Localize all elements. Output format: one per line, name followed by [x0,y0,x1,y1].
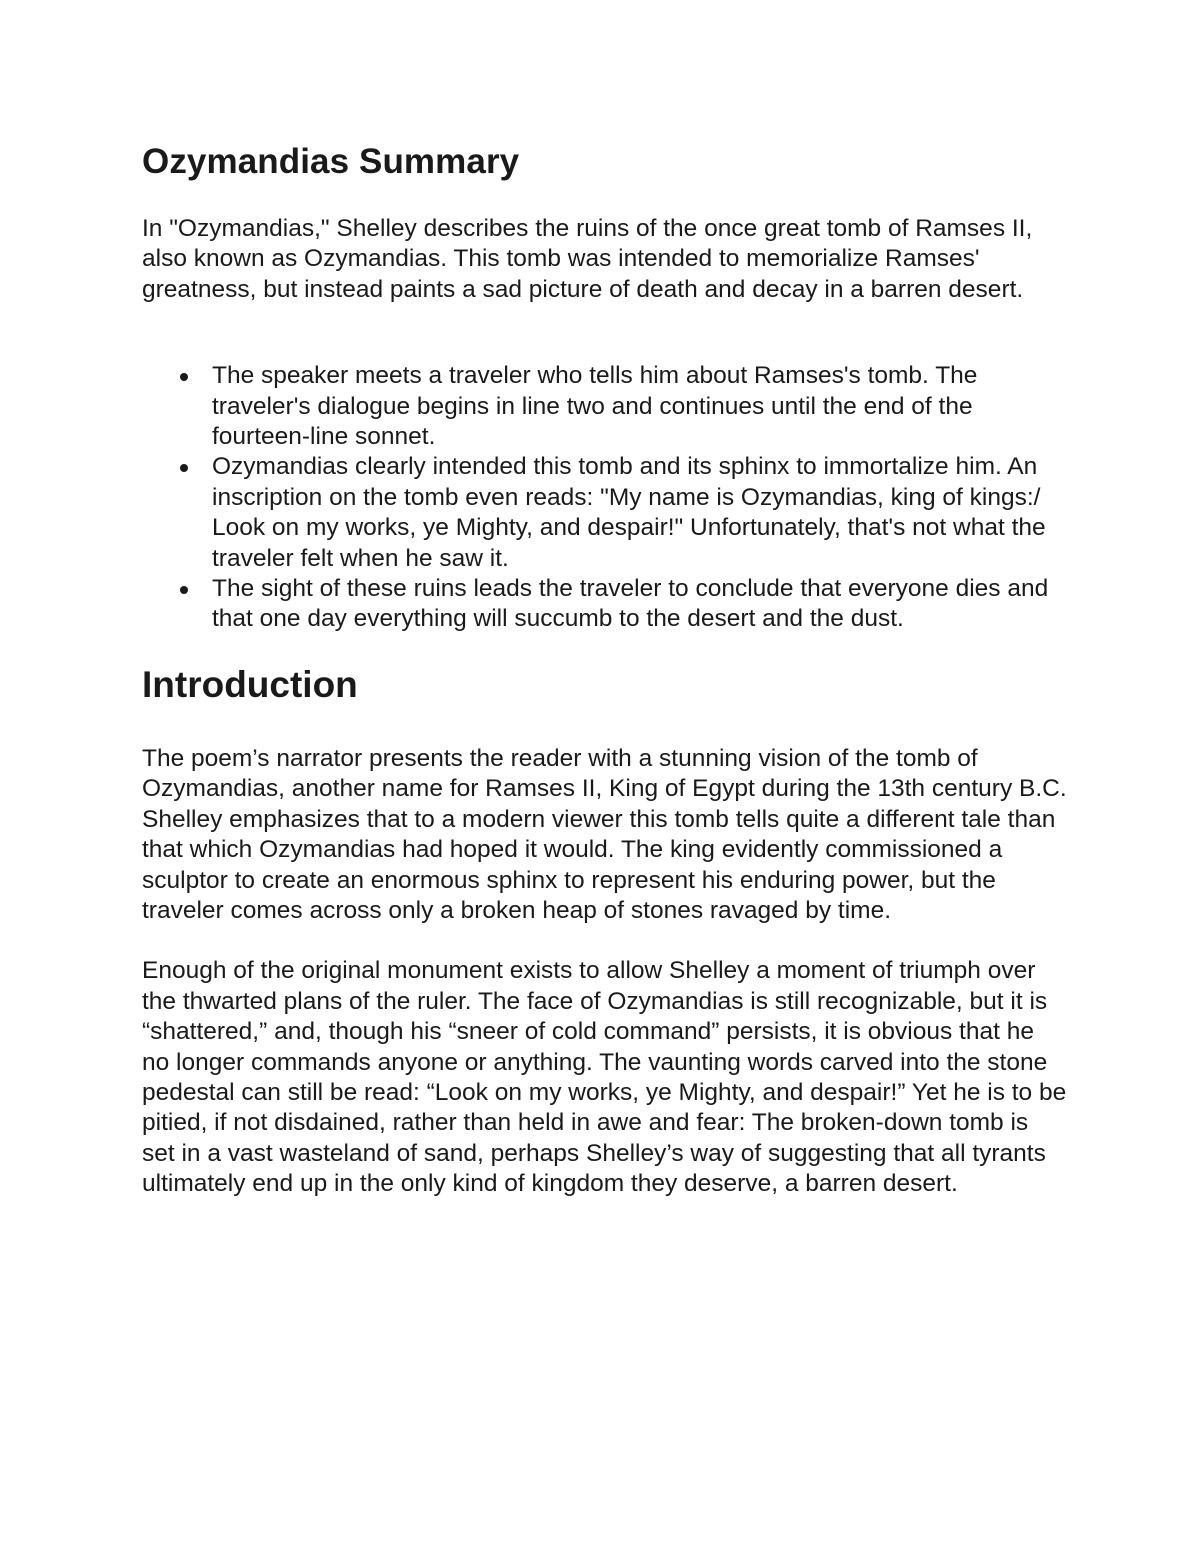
bullet-text: The sight of these ruins leads the traveler to conclude that everyone dies and that one day everything will succumb to the desert and the dust. [212,575,1049,633]
summary-bullet-list [142,361,1067,635]
bullet-item [212,574,1067,635]
introduction-paragraph: Enough of the original monument exists to allow Shelley a moment of triumph over the thwarted plans of the ruler. The face of Ozymandias is still recognizable, but it is “shattered,” and, though his “sneer of cold command” persists, it is obvious that he no longer commands anyone or anything. The vaunting words carved into the stone pedestal can still be read: “Look on my works, ye Mighty, and despair!” Yet he is to be pitied, if not disdained, rather than held in awe and fear: The broken-down tomb is set in a vast wasteland of sand, perhaps Shelley’s way of suggesting that all tyrants ultimately end up in the only kind of kingdom they deserve, a barren desert. [142,957,1067,1198]
summary-intro-paragraph: In "Ozymandias," Shelley describes the ruins of the once great tomb of Ramses II, also known as Ozymandias. This tomb was intended to memorialize Ramses' greatness, but instead paints a sad picture of death and decay in a barren desert. [142,215,1033,303]
bullet-text: The speaker meets a traveler who tells him about Ramses's tomb. The traveler's dialogue begins in line two and continues until the end of the fourteen-line sonnet. [212,362,978,451]
summary-heading: Ozymandias Summary [142,142,520,181]
bullet-item [212,361,1067,452]
bullet-item [212,452,1067,574]
bullet-dot-icon [180,586,188,594]
bullet-dot-icon [180,373,188,381]
bullet-text: Ozymandias clearly intended this tomb and its sphinx to immortalize him. An inscription on the tomb even reads: "My name is Ozymandias, king of kings:/ Look on my works, ye Mighty, and despair!" Unfortunately, that's not what the traveler felt when he saw it. [212,453,1046,572]
introduction-paragraph: The poem’s narrator presents the reader with a stunning vision of the tomb of Ozymandias, another name for Ramses II, King of Egypt during the 13th century B.C. Shelley emphasizes that to a modern viewer this tomb tells quite a different tale than that which Ozymandias had hoped it would. The king evidently commissioned a sculptor to create an enormous sphinx to represent his enduring power, but the traveler comes across only a broken heap of stones ravaged by time. [142,744,1067,924]
bullet-dot-icon [180,464,188,472]
introduction-heading: Introduction [142,663,358,705]
document-page [142,140,1067,1200]
